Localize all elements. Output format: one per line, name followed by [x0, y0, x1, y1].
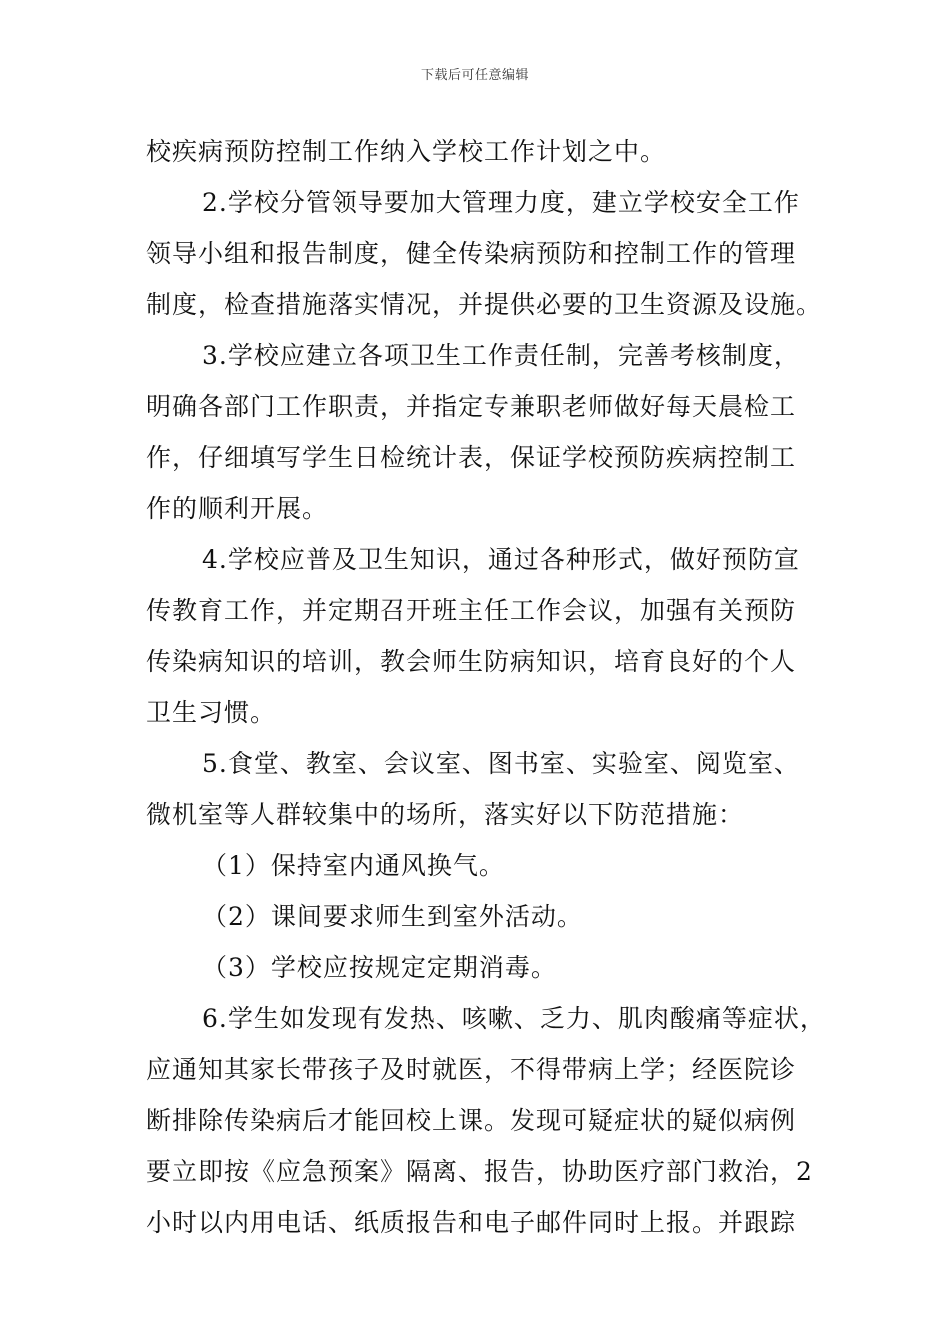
text-line: 领导小组和报告制度，健全传染病预防和控制工作的管理: [146, 239, 797, 268]
text-line: 2.学校分管领导要加大管理力度，建立学校安全工作: [202, 188, 800, 217]
text-line: 断排除传染病后才能回校上课。发现可疑症状的疑似病例: [146, 1106, 797, 1135]
text-line: 微机室等人群较集中的场所，落实好以下防范措施：: [146, 800, 745, 829]
text-line: （3）学校应按规定定期消毒。: [202, 953, 557, 982]
document-body: [146, 126, 826, 1248]
text-line: 作，仔细填写学生日检统计表，保证学校预防疾病控制工: [146, 443, 797, 472]
page-header: 下载后可任意编辑: [420, 68, 529, 83]
text-line: 3.学校应建立各项卫生工作责任制，完善考核制度，: [202, 341, 800, 370]
text-line: 制度，检查措施落实情况，并提供必要的卫生资源及设施。: [146, 290, 823, 319]
text-line: 校疾病预防控制工作纳入学校工作计划之中。: [146, 137, 667, 166]
text-line: 传染病知识的培训，教会师生防病知识，培育良好的个人: [146, 647, 797, 676]
text-line: 要立即按《应急预案》隔离、报告，协助医疗部门救治，2: [146, 1157, 813, 1186]
text-line: 作的顺利开展。: [146, 494, 329, 523]
text-line: （2）课间要求师生到室外活动。: [202, 902, 583, 931]
text-line: 传教育工作，并定期召开班主任工作会议，加强有关预防: [146, 596, 797, 625]
text-line: 明确各部门工作职责，并指定专兼职老师做好每天晨检工: [146, 392, 797, 421]
text-line: 6.学生如发现有发热、咳嗽、乏力、肌肉酸痛等症状，: [202, 1004, 826, 1033]
text-line: （1）保持室内通风换气。: [202, 851, 505, 880]
text-line: 应通知其家长带孩子及时就医，不得带病上学；经医院诊: [146, 1055, 797, 1084]
text-line: 卫生习惯。: [146, 698, 277, 727]
text-line: 4.学校应普及卫生知识，通过各种形式，做好预防宣: [202, 545, 800, 574]
text-line: 小时以内用电话、纸质报告和电子邮件同时上报。并跟踪: [146, 1208, 797, 1237]
text-line: 5.食堂、教室、会议室、图书室、实验室、阅览室、: [202, 749, 800, 778]
